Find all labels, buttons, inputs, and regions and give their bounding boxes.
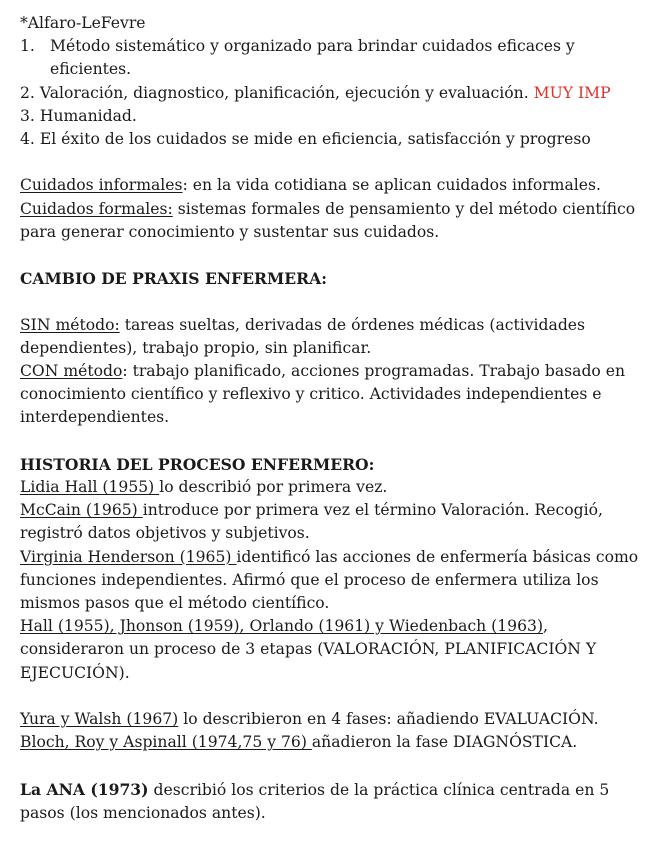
historia-entry <box>20 708 642 731</box>
author-label: Bloch, Roy y Aspinall (1974,75 y 76) <box>20 733 312 752</box>
list-number: 2. <box>20 83 35 102</box>
list-text: Valoración, diagnostico, planificación, ejecución y evaluación. <box>39 83 529 102</box>
historia-entry <box>20 615 642 685</box>
ana-label: La ANA (1973) <box>20 779 149 799</box>
list-item-2 <box>20 82 642 105</box>
document-page <box>20 12 642 825</box>
historia-entry <box>20 499 642 545</box>
ana-text: describió los criterios de la práctica clínica centrada en 5 pasos (los mencionados antes). <box>20 780 610 822</box>
con-metodo <box>20 360 642 430</box>
list-number: 3. <box>20 106 35 125</box>
term-label: CON método <box>20 362 123 380</box>
author-label: McCain (1965) <box>20 501 143 520</box>
entry-text: , consideraron un proceso de 3 etapas (VALORACIÓN, PLANIFICACIÓN Y EJECUCIÓN). <box>20 617 597 682</box>
entry-text: introduce por primera vez el término Valoración. Recogió, registró datos objetivos y subjetivos. <box>20 501 603 543</box>
historia-entry <box>20 731 642 754</box>
author-label: Yura y Walsh (1967) <box>20 710 179 729</box>
cuidados-formales <box>20 198 642 244</box>
cuidados-informales <box>20 174 642 197</box>
term-text: : trabajo planificado, acciones programadas. Trabajo basado en conocimiento científico y reflexivo y critico. Actividades independientes e interdependientes. <box>20 362 626 427</box>
entry-text: lo describió por primera vez. <box>159 478 388 496</box>
list-item-1 <box>20 35 642 81</box>
author-label: Virginia Henderson (1965) <box>20 547 237 566</box>
historia-entry <box>20 476 642 499</box>
entry-text: lo describieron en 4 fases: añadiendo EVALUACIÓN. <box>178 710 599 729</box>
author-label: Lidia Hall (1955) <box>20 478 160 496</box>
term-text: sistemas formales de pensamiento y del método científico para generar conocimiento y sustentar sus cuidados. <box>20 199 636 241</box>
term-label: SIN método: <box>20 315 120 334</box>
entry-text: añadieron la fase DIAGNÓSTICA. <box>311 733 578 752</box>
list-item-4 <box>20 128 642 151</box>
historia-entry <box>20 546 642 616</box>
term-text: tareas sueltas, derivadas de órdenes médicas (actividades dependientes), trabajo propio, sin planificar. <box>20 315 586 357</box>
list-number: 4. <box>20 130 35 149</box>
important-highlight: MUY IMP <box>533 83 611 102</box>
list-text: Humanidad. <box>39 106 137 125</box>
ana-entry <box>20 778 642 825</box>
author-label: Hall (1955), Jhonson (1959), Orlando (1961) y Wiedenbach (1963) <box>20 617 544 636</box>
term-text: : en la vida cotidiana se aplican cuidados informales. <box>182 176 601 195</box>
section-heading-historia: HISTORIA DEL PROCESO ENFERMERO: <box>20 454 375 474</box>
term-label: Cuidados formales: <box>20 199 173 218</box>
sin-metodo <box>20 314 642 360</box>
term-label: Cuidados informales <box>20 176 183 195</box>
list-text: Método sistemático y organizado para brindar cuidados eficaces y eficientes. <box>50 37 575 79</box>
list-number: 1. <box>20 37 35 56</box>
section-heading-praxis: CAMBIO DE PRAXIS ENFERMERA: <box>20 269 327 289</box>
list-text: El éxito de los cuidados se mide en eficiencia, satisfacción y progreso <box>39 130 591 149</box>
list-item-3 <box>20 105 642 128</box>
entry-text: identificó las acciones de enfermería básicas como funciones independientes. Afirmó que el proceso de enfermera utiliza los mismos pasos que el método científico. <box>20 547 639 613</box>
author-note: *Alfaro-LeFevre <box>20 14 146 32</box>
